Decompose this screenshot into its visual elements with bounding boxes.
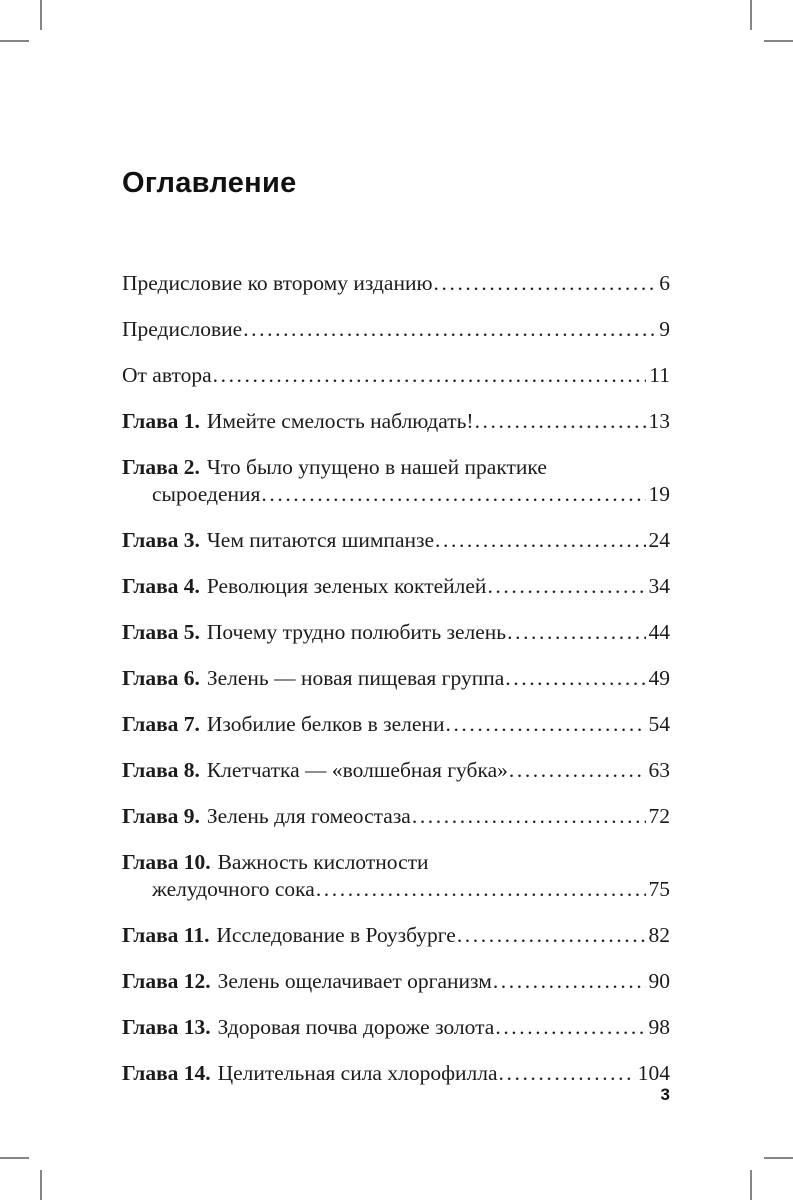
- entry-page-number: 49: [648, 666, 670, 690]
- toc-entry-line: [122, 362, 670, 389]
- entry-page-number: 34: [648, 574, 670, 598]
- entry-title: Чем питаются шимпанзе: [206, 528, 435, 552]
- toc-entry: [122, 1060, 670, 1087]
- crop-mark-bottom-left-vertical: [40, 1170, 42, 1200]
- entry-page-number: 104: [637, 1061, 670, 1085]
- toc-entry: [122, 270, 670, 297]
- entry-title: Целительная сила хлорофилла: [217, 1061, 498, 1085]
- crop-mark-top-left-vertical: [40, 0, 42, 30]
- dot-leader: [475, 408, 646, 435]
- chapter-label: Глава 7.: [122, 712, 200, 736]
- dot-leader: [509, 757, 646, 784]
- dot-leader: [435, 527, 645, 554]
- toc-entry-line: [122, 711, 670, 738]
- toc-entry-line: [122, 849, 670, 876]
- dot-leader: [316, 876, 646, 903]
- dot-leader: [495, 1014, 645, 1041]
- entry-page-number: 98: [648, 1015, 670, 1039]
- toc-entry: [122, 803, 670, 830]
- toc-entry-line: [122, 665, 670, 692]
- chapter-label: Глава 13.: [122, 1015, 211, 1039]
- entry-title: Почему трудно полюбить зелень: [206, 620, 507, 644]
- entry-title: Зелень для гомеостаза: [206, 804, 411, 828]
- toc-entry: [122, 362, 670, 389]
- entry-page-number: 63: [648, 758, 670, 782]
- entry-title: Предисловие: [122, 317, 243, 341]
- crop-mark-bottom-left-horizontal: [0, 1157, 29, 1159]
- page-number: 3: [660, 1085, 670, 1104]
- entry-page-number: 44: [648, 620, 670, 644]
- chapter-label: Глава 11.: [122, 923, 210, 947]
- toc-entry-line: [122, 968, 670, 995]
- dot-leader: [412, 803, 646, 830]
- toc-entry: [122, 573, 670, 600]
- dot-leader: [457, 922, 646, 949]
- toc-entry-line: [122, 922, 670, 949]
- dot-leader: [213, 362, 647, 389]
- toc-entry-line: [122, 757, 670, 784]
- dot-leader: [505, 665, 645, 692]
- dot-leader: [487, 573, 645, 600]
- entry-title: Имейте смелость наблюдать!: [206, 409, 474, 433]
- entry-page-number: 82: [648, 923, 670, 947]
- crop-mark-bottom-right-horizontal: [764, 1157, 793, 1159]
- toc-entry: [122, 922, 670, 949]
- chapter-label: Глава 1.: [122, 409, 200, 433]
- crop-mark-top-right-vertical: [750, 0, 752, 30]
- toc-entry: [122, 665, 670, 692]
- toc-entry: [122, 757, 670, 784]
- entry-title: Важность кислотности: [217, 850, 429, 874]
- toc-entry: [122, 1014, 670, 1041]
- dot-leader: [507, 619, 645, 646]
- entry-title: Что было упущено в нашей практике: [206, 455, 547, 479]
- toc-entry-line-2: [122, 876, 670, 903]
- toc-entry-line: [122, 573, 670, 600]
- entry-page-number: 75: [648, 877, 670, 901]
- crop-mark-top-left-horizontal: [0, 40, 29, 42]
- toc-entry-line: [122, 619, 670, 646]
- entry-title: Клетчатка — «волшебная губка»: [206, 758, 508, 782]
- entry-title: От автора: [122, 363, 212, 387]
- entry-title: Исследование в Роузбурге: [216, 923, 456, 947]
- toc-entry-line: [122, 1014, 670, 1041]
- dot-leader: [243, 316, 656, 343]
- entry-page-number: 6: [659, 271, 670, 295]
- dot-leader: [493, 968, 646, 995]
- entry-title: Предисловие ко второму изданию: [122, 271, 433, 295]
- toc-entry: [122, 316, 670, 343]
- chapter-label: Глава 6.: [122, 666, 200, 690]
- dot-leader: [499, 1060, 635, 1087]
- chapter-label: Глава 8.: [122, 758, 200, 782]
- toc-entry-line: [122, 803, 670, 830]
- toc-entry: [122, 968, 670, 995]
- chapter-label: Глава 4.: [122, 574, 200, 598]
- entry-title: Здоровая почва дороже золота: [217, 1015, 495, 1039]
- entry-title: Изобилие белков в зелени: [206, 712, 445, 736]
- toc-entry-line: [122, 454, 670, 481]
- entry-page-number: 19: [648, 482, 670, 506]
- entry-page-number: 11: [649, 363, 670, 387]
- entry-page-number: 90: [648, 969, 670, 993]
- toc-entry: [122, 408, 670, 435]
- entry-page-number: 13: [648, 409, 670, 433]
- toc-entry-line: [122, 270, 670, 297]
- toc-entry-line: [122, 316, 670, 343]
- entry-page-number: 72: [648, 804, 670, 828]
- page-title: Оглавление: [122, 167, 297, 199]
- chapter-label: Глава 14.: [122, 1061, 211, 1085]
- entry-title-continued: желудочного сока: [152, 877, 315, 901]
- dot-leader: [445, 711, 645, 738]
- toc-content: [122, 168, 670, 1106]
- entry-page-number: 54: [648, 712, 670, 736]
- entry-title-continued: сыроедения: [152, 482, 261, 506]
- entry-title: Зелень — новая пищевая группа: [206, 666, 505, 690]
- chapter-label: Глава 9.: [122, 804, 200, 828]
- entry-title: Революция зеленых коктейлей: [206, 574, 487, 598]
- toc-entry: [122, 454, 670, 508]
- toc-entry: [122, 619, 670, 646]
- chapter-label: Глава 5.: [122, 620, 200, 644]
- dot-leader: [261, 481, 645, 508]
- entry-page-number: 9: [659, 317, 670, 341]
- toc-entry: [122, 527, 670, 554]
- chapter-label: Глава 10.: [122, 850, 211, 874]
- toc-entry-line: [122, 527, 670, 554]
- entry-title: Зелень ощелачивает организм: [217, 969, 492, 993]
- toc-entries: [122, 270, 670, 1087]
- toc-entry-line-2: [122, 481, 670, 508]
- chapter-label: Глава 3.: [122, 528, 200, 552]
- toc-entry-line: [122, 1060, 670, 1087]
- toc-entry-line: [122, 408, 670, 435]
- chapter-label: Глава 2.: [122, 455, 200, 479]
- crop-mark-bottom-right-vertical: [750, 1170, 752, 1200]
- toc-entry: [122, 711, 670, 738]
- dot-leader: [434, 270, 657, 297]
- crop-mark-top-right-horizontal: [764, 40, 793, 42]
- toc-entry: [122, 849, 670, 903]
- entry-page-number: 24: [648, 528, 670, 552]
- chapter-label: Глава 12.: [122, 969, 211, 993]
